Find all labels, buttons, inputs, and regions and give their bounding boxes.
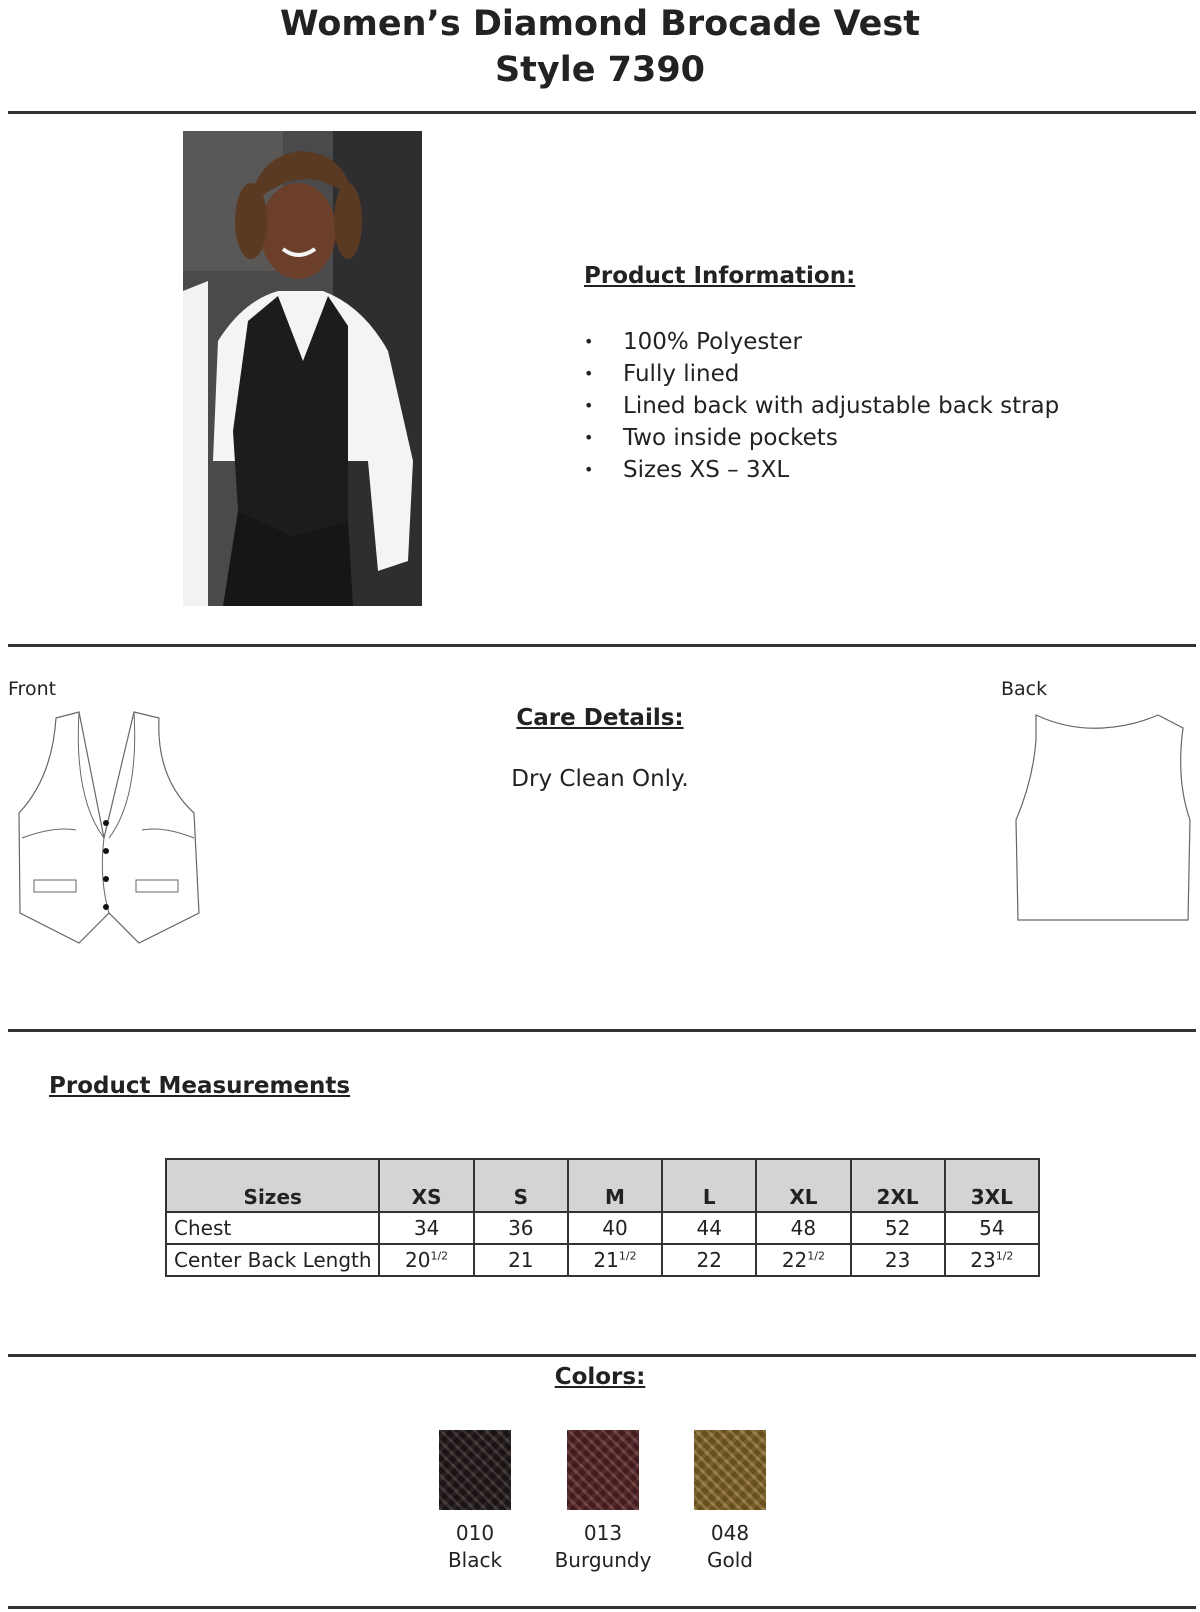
color-code: 010 xyxy=(455,1521,495,1545)
table-cell: 34 xyxy=(379,1212,473,1244)
color-code: 013 xyxy=(583,1521,623,1545)
divider xyxy=(8,1029,1196,1032)
table-cell: 44 xyxy=(662,1212,756,1244)
divider xyxy=(8,111,1196,114)
page-title: Women’s Diamond Brocade Vest xyxy=(280,4,920,44)
table-cell: 40 xyxy=(568,1212,662,1244)
table-cell xyxy=(474,1244,568,1276)
measurements-heading: Product Measurements xyxy=(49,1073,351,1099)
table-cell xyxy=(568,1244,662,1276)
swatch-label-burgundy xyxy=(538,1520,668,1574)
column-header: S xyxy=(474,1159,568,1212)
table-cell: 48 xyxy=(756,1212,850,1244)
style-number: Style 7390 xyxy=(494,50,706,90)
table-cell xyxy=(379,1244,473,1276)
divider xyxy=(8,644,1196,647)
cell-value: 22 xyxy=(696,1248,722,1272)
cell-fraction: 1/2 xyxy=(430,1249,449,1263)
cell-value: 22 xyxy=(781,1248,808,1272)
column-header: XL xyxy=(756,1159,850,1212)
care-heading: Care Details: xyxy=(516,705,684,731)
cell-fraction: 1/2 xyxy=(995,1249,1014,1263)
cell-value: 20 xyxy=(405,1248,431,1272)
row-label: Chest xyxy=(166,1212,379,1244)
column-header: Sizes xyxy=(166,1159,379,1212)
swatch-burgundy xyxy=(567,1430,639,1510)
column-header: 3XL xyxy=(945,1159,1039,1212)
table-cell: 36 xyxy=(474,1212,568,1244)
table-header-row xyxy=(166,1159,1039,1212)
swatch-black xyxy=(439,1430,511,1510)
color-name: Burgundy xyxy=(554,1548,652,1572)
cell-fraction: 1/2 xyxy=(618,1249,637,1263)
feature-list xyxy=(584,326,1059,486)
measurements-table xyxy=(165,1158,1040,1277)
swatch-gold xyxy=(694,1430,766,1510)
front-label: Front xyxy=(8,678,57,700)
cell-value: 23 xyxy=(884,1248,911,1272)
list-item: • 100% Polyester xyxy=(584,326,1059,358)
column-header: 2XL xyxy=(851,1159,945,1212)
swatch-label-black xyxy=(410,1520,540,1574)
divider xyxy=(8,1606,1196,1609)
list-item: • Two inside pockets xyxy=(584,422,1059,454)
column-header: M xyxy=(568,1159,662,1212)
cell-value: 21 xyxy=(508,1248,534,1272)
cell-fraction: 1/2 xyxy=(807,1249,825,1263)
cell-value: 21 xyxy=(593,1248,619,1272)
column-header: L xyxy=(662,1159,756,1212)
vest-back-drawing xyxy=(1008,710,1193,925)
table-cell xyxy=(662,1244,756,1276)
list-item: • Fully lined xyxy=(584,358,1059,390)
row-label: Center Back Length xyxy=(166,1244,379,1276)
back-label: Back xyxy=(1001,678,1048,700)
list-item: • Lined back with adjustable back strap xyxy=(584,390,1059,422)
table-row xyxy=(166,1212,1039,1244)
cell-value: 23 xyxy=(970,1248,996,1272)
product-photo xyxy=(183,131,422,606)
care-text: Dry Clean Only. xyxy=(511,766,689,792)
colors-heading: Colors: xyxy=(554,1364,646,1390)
product-info-heading: Product Information: xyxy=(584,263,856,289)
color-code: 048 xyxy=(710,1521,750,1545)
swatch-label-gold xyxy=(665,1520,795,1574)
table-cell xyxy=(851,1244,945,1276)
divider xyxy=(8,1354,1196,1357)
table-row xyxy=(166,1244,1039,1276)
table-cell: 54 xyxy=(945,1212,1039,1244)
color-name: Black xyxy=(447,1548,503,1572)
table-cell: 52 xyxy=(851,1212,945,1244)
table-cell xyxy=(945,1244,1039,1276)
table-cell xyxy=(756,1244,850,1276)
column-header: XS xyxy=(379,1159,473,1212)
color-name: Gold xyxy=(707,1548,753,1572)
vest-front-drawing xyxy=(14,708,204,948)
list-item: • Sizes XS – 3XL xyxy=(584,454,1059,486)
